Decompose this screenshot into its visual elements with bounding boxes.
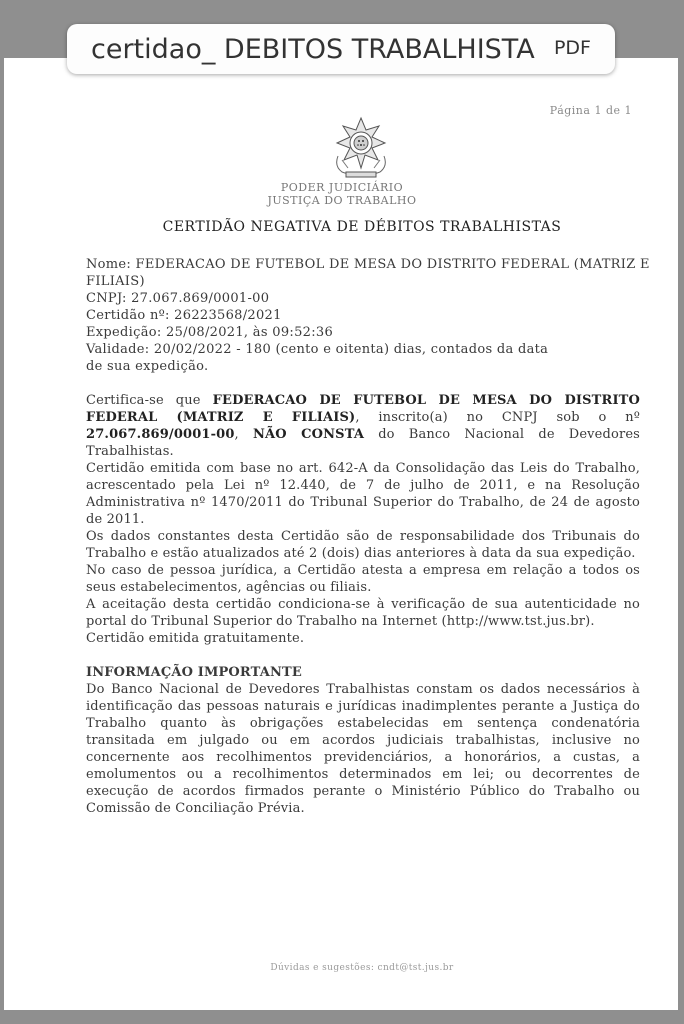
nome-row	[86, 256, 650, 273]
file-title-bar[interactable]	[67, 24, 615, 74]
cnpj-row	[86, 290, 650, 307]
validade-value: 20/02/2022 - 180 (cento e oitenta) dias, contados da data	[153, 342, 549, 357]
footer-contact: Dúvidas e sugestões: cndt@tst.jus.br	[270, 963, 454, 973]
page-indicator: Página 1 de 1	[549, 104, 632, 117]
important-heading: INFORMAÇÃO IMPORTANTE	[86, 665, 302, 680]
certidao-value: 26223568/2021	[174, 308, 282, 323]
certifica-prefix: Certifica-se que	[86, 393, 201, 408]
document-title: CERTIDÃO NEGATIVA DE DÉBITOS TRABALHISTAS	[162, 219, 562, 235]
paragraph-legal-basis: Certidão emitida com base no art. 642-A da Consolidação das Leis do Trabalho, acrescentado pela Lei nº 12.440, de 7 de julho de 2011, e na Resolução Administrativa nº 1470/2011 do Tribunal Superior do Trabalho, de 24 de agosto de 2011.	[86, 461, 640, 527]
validade-row	[86, 341, 650, 358]
expedicao-row	[86, 324, 650, 341]
important-text: Do Banco Nacional de Devedores Trabalhistas constam os dados necessários à identificação das pessoas naturais e jurídicas inadimplentes perante a Justiça do Trabalho quanto às obrigações estabelecidas em sentença condenatória transitada em julgado ou em acordos judiciais trabalhistas, inclusive no concernente aos recolhimentos previdenciários, a honorários, a custas, a emolumentos ou a recolhimentos determinados em lei; ou decorrentes de execução de acordos firmados perante o Ministério Público do Trabalho ou Comissão de Conciliação Prévia.	[86, 682, 640, 816]
paragraph-free: Certidão emitida gratuitamente.	[86, 631, 305, 646]
certificate-body	[86, 392, 640, 817]
certifica-middle: , inscrito(a) no CNPJ sob o nº	[355, 410, 640, 425]
validade-value-cont: de sua expedição.	[86, 359, 209, 374]
certidao-label: Certidão nº:	[86, 308, 170, 323]
cnpj-value: 27.067.869/0001-00	[131, 291, 270, 306]
certifica-status: NÃO CONSTA	[252, 427, 365, 442]
brazil-coat-of-arms-icon	[328, 116, 394, 180]
certifica-suffix: do Banco Nacional de Devedores Trabalhistas.	[86, 427, 640, 459]
file-type-badge: PDF	[553, 37, 591, 59]
issuer-line1: PODER JUDICIÁRIO	[280, 181, 404, 194]
certifica-comma: ,	[234, 427, 239, 442]
certificate-fields	[86, 256, 650, 375]
paragraph-authenticity: A aceitação desta certidão condiciona-se à verificação de sua autenticidade no portal do Tribunal Superior do Trabalho na Internet (http://www.tst.jus.br).	[86, 597, 640, 629]
paragraph-responsibility: Os dados constantes desta Certidão são de responsabilidade dos Tribunais do Trabalho e estão atualizados até 2 (dois) dias anteriores à data da sua expedição.	[86, 529, 640, 561]
expedicao-label: Expedição:	[86, 325, 162, 340]
issuer	[0, 181, 684, 207]
certifica-paragraph	[86, 392, 640, 460]
certifica-entity: FEDERACAO DE FUTEBOL DE MESA DO DISTRITO FEDERAL (MATRIZ E FILIAIS)	[86, 393, 640, 425]
certidao-row	[86, 307, 650, 324]
certifica-cnpj: 27.067.869/0001-00	[86, 427, 235, 442]
issuer-line2: JUSTIÇA DO TRABALHO	[267, 194, 417, 207]
expedicao-value: 25/08/2021, às 09:52:36	[166, 325, 334, 340]
file-title: certidao_ DEBITOS TRABALHISTA	[91, 33, 535, 65]
nome-value: FEDERACAO DE FUTEBOL DE MESA DO DISTRITO FEDERAL (MATRIZ E	[135, 257, 650, 272]
paragraph-legal-entity: No caso de pessoa jurídica, a Certidão atesta a empresa em relação a todos os seus estabelecimentos, agências ou filiais.	[86, 563, 640, 595]
validade-label: Validade:	[86, 342, 150, 357]
nome-label: Nome:	[86, 257, 132, 272]
nome-value-cont: FILIAIS)	[86, 274, 145, 289]
cnpj-label: CNPJ:	[86, 291, 127, 306]
